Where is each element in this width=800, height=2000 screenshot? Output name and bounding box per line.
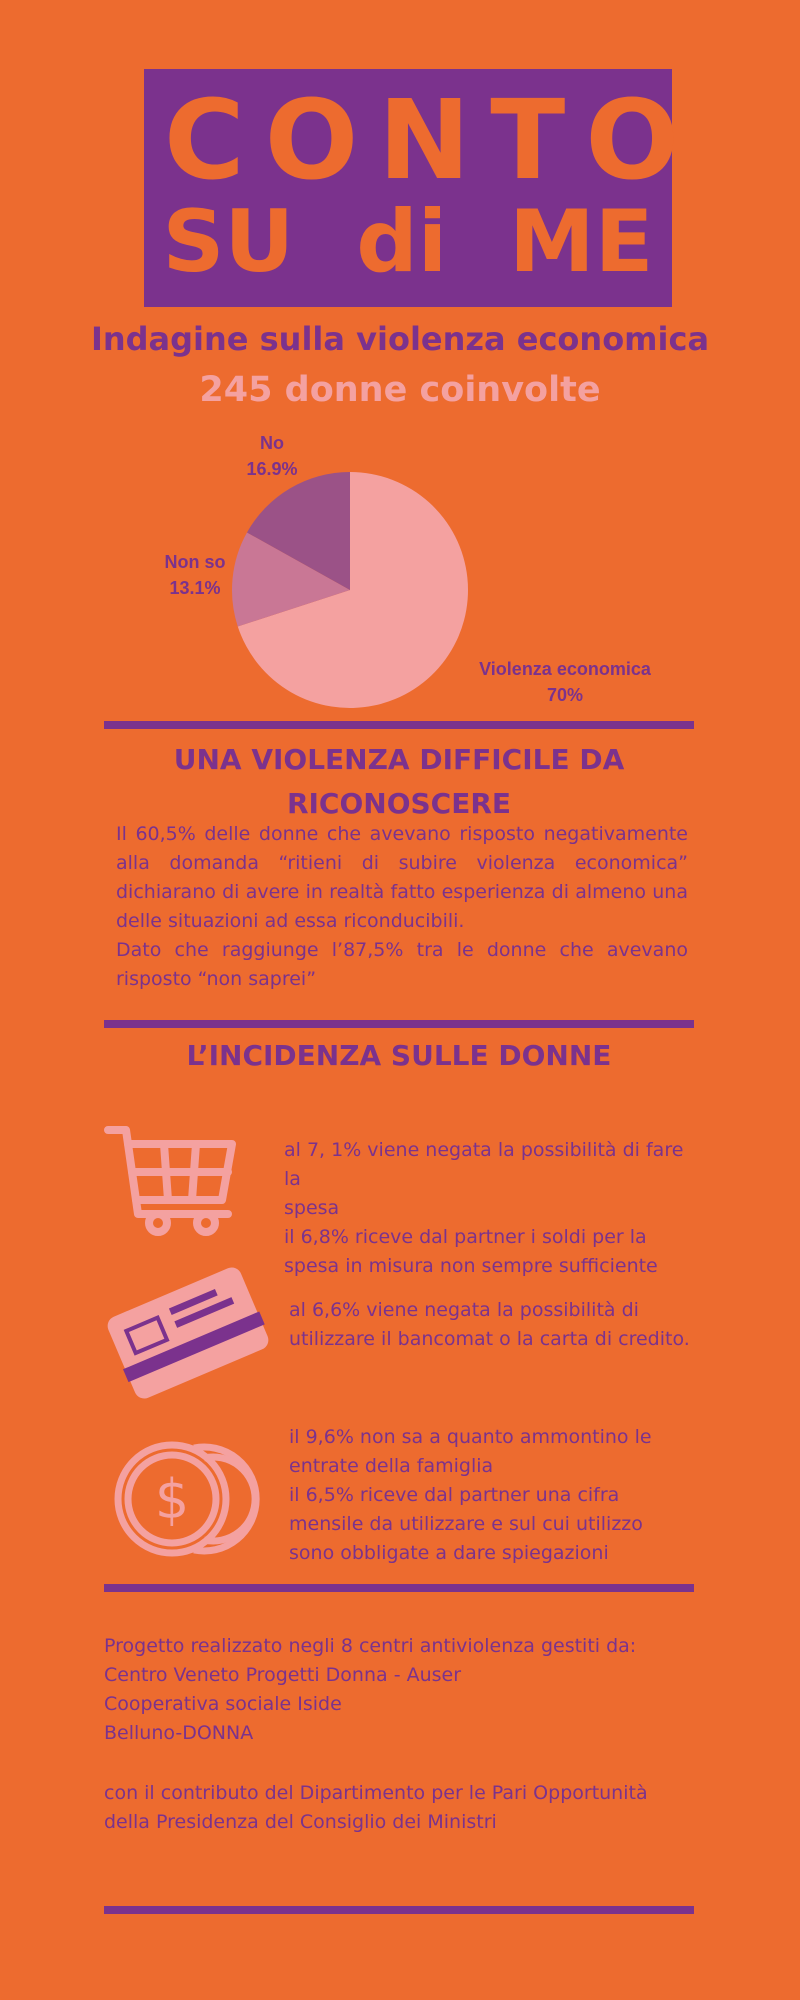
item-entrate bbox=[289, 1423, 709, 1568]
title-line-1: CONTO bbox=[164, 76, 699, 204]
pie-label-no-value: 16.9% bbox=[246, 459, 298, 479]
shopping-cart-icon bbox=[104, 1124, 238, 1236]
footer-line: Progetto realizzato negli 8 centri antiviolenza gestiti da: bbox=[104, 1635, 637, 1657]
pie-label-non-so-value: 13.1% bbox=[169, 578, 221, 598]
footer-contribution bbox=[104, 1779, 704, 1837]
footer-line: della Presidenza del Consiglio dei Ministri bbox=[104, 1811, 497, 1833]
participants-count: 245 donne coinvolte bbox=[199, 370, 601, 410]
item-bancomat bbox=[289, 1296, 709, 1354]
item-line: al 7, 1% viene negata la possibilità di fare la bbox=[284, 1139, 684, 1190]
divider bbox=[104, 1584, 694, 1592]
section-title-line-1: UNA VIOLENZA DIFFICILE DA bbox=[173, 743, 625, 776]
item-line: al 6,6% viene negata la possibilità di bbox=[289, 1299, 639, 1321]
pie-label-violenza-name: Violenza economica bbox=[479, 659, 651, 679]
section-title-riconoscere bbox=[104, 738, 694, 826]
footer-line: Centro Veneto Progetti Donna - Auser bbox=[104, 1664, 462, 1686]
pie-label-violenza-economica bbox=[465, 656, 665, 708]
section-title-incidenza: L’INCIDENZA SULLE DONNE bbox=[186, 1039, 612, 1072]
pie-label-non-so-name: Non so bbox=[164, 552, 226, 572]
divider bbox=[104, 1906, 694, 1914]
item-line: spesa in misura non sempre sufficiente bbox=[284, 1255, 658, 1277]
footer-line: Belluno-DONNA bbox=[104, 1722, 254, 1744]
pie-label-no bbox=[232, 430, 312, 482]
item-line: il 6,5% riceve dal partner una cifra bbox=[289, 1484, 620, 1506]
pie-label-no-name: No bbox=[260, 433, 284, 453]
pie-label-non-so bbox=[150, 549, 240, 601]
item-line: sono obbligate a dare spiegazioni bbox=[289, 1542, 609, 1564]
paragraph-2: Dato che raggiunge l’87,5% tra le donne che avevano risposto “non saprei” bbox=[116, 939, 688, 990]
footer-line: con il contributo del Dipartimento per le Pari Opportunità bbox=[104, 1782, 648, 1804]
item-line: spesa bbox=[284, 1197, 340, 1219]
credit-card-icon bbox=[102, 1258, 274, 1408]
item-line: il 9,6% non sa a quanto ammontino le bbox=[289, 1426, 652, 1448]
item-line: utilizzare il bancomat o la carta di credito. bbox=[289, 1328, 690, 1350]
item-line: mensile da utilizzare e sul cui utilizzo bbox=[289, 1513, 643, 1535]
item-line: il 6,8% riceve dal partner i soldi per la bbox=[284, 1226, 647, 1248]
pie-chart bbox=[220, 460, 480, 720]
section-paragraph bbox=[116, 820, 688, 994]
divider bbox=[104, 721, 694, 729]
pie-label-violenza-value: 70% bbox=[546, 685, 584, 705]
title-line-2: SU di ME bbox=[162, 192, 654, 292]
section-title-line-2: RICONOSCERE bbox=[286, 787, 512, 820]
footer-line: Cooperativa sociale Iside bbox=[104, 1693, 342, 1715]
item-spesa bbox=[284, 1136, 704, 1281]
paragraph-1: Il 60,5% delle donne che avevano risposto negativamente alla domanda “ritieni di subire violenza economica” dichiarano di avere in realtà fatto esperienza di almeno una delle situazioni ad essa riconducibili. bbox=[116, 823, 688, 932]
svg-text:$: $ bbox=[154, 1468, 190, 1531]
coins-dollar-icon bbox=[112, 1440, 272, 1558]
footer-credits bbox=[104, 1632, 704, 1748]
item-line: entrate della famiglia bbox=[289, 1455, 494, 1477]
title-banner bbox=[144, 69, 699, 307]
divider bbox=[104, 1020, 694, 1028]
subtitle: Indagine sulla violenza economica bbox=[90, 320, 710, 358]
